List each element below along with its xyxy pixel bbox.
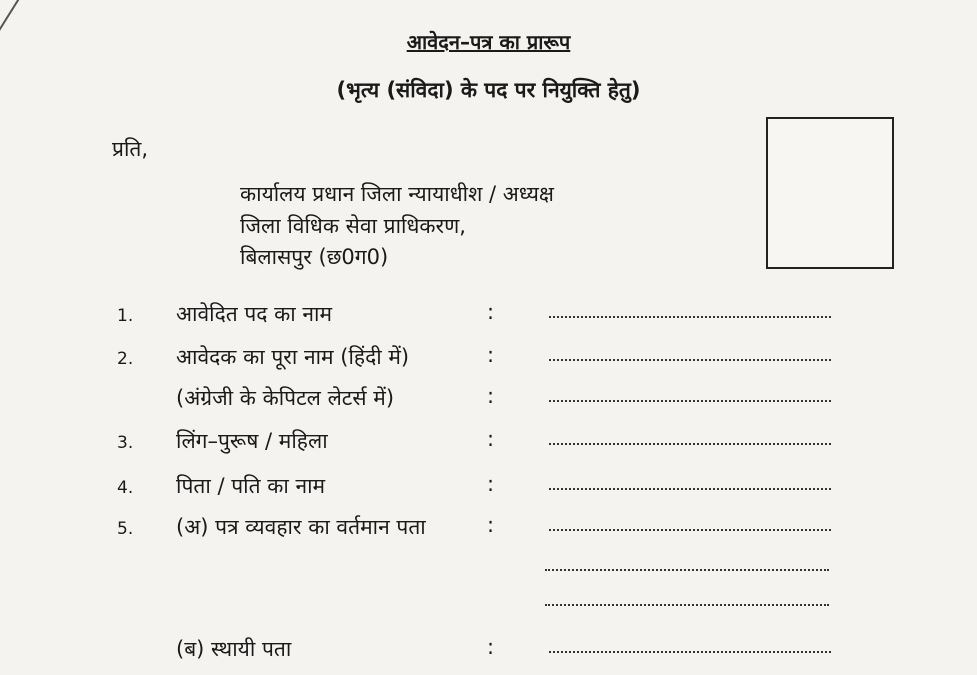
field-colon: : — [487, 384, 495, 408]
field-label: (अंग्रेजी के केपिटल लेटर्स में) — [176, 386, 395, 410]
field-colon: : — [487, 513, 495, 537]
salutation: प्रति, — [112, 137, 149, 161]
field-label: पिता / पति का नाम — [176, 474, 326, 498]
field-row-name-english — [0, 384, 977, 424]
field-number: 4. — [117, 478, 134, 498]
photo-box — [766, 117, 894, 269]
field-label: आवेदित पद का नाम — [176, 302, 333, 326]
fill-line[interactable] — [549, 649, 831, 653]
fill-line-current-address-2[interactable] — [545, 567, 829, 571]
field-label: आवेदक का पूरा नाम (हिंदी में) — [176, 345, 410, 369]
fill-line[interactable] — [549, 314, 831, 318]
field-colon: : — [487, 343, 495, 367]
fill-line[interactable] — [549, 527, 831, 531]
fill-line[interactable] — [549, 357, 831, 361]
field-label: लिंग–पुरूष / महिला — [176, 429, 328, 453]
fill-line[interactable] — [549, 486, 831, 490]
field-colon: : — [487, 635, 495, 659]
fill-line-current-address-3[interactable] — [545, 602, 829, 606]
field-row-post-name — [0, 300, 977, 340]
field-number: 3. — [117, 433, 134, 453]
field-colon: : — [487, 427, 495, 451]
field-row-permanent-address — [0, 635, 977, 675]
field-row-father-husband — [0, 472, 977, 512]
fill-line[interactable] — [549, 398, 831, 402]
form-title: आवेदन–पत्र का प्रारूप — [406, 30, 571, 54]
field-label: (अ) पत्र व्यवहार का वर्तमान पता — [176, 515, 426, 539]
field-row-current-address — [0, 513, 977, 553]
field-number: 2. — [117, 349, 134, 369]
field-number: 1. — [117, 306, 134, 326]
field-row-gender — [0, 427, 977, 467]
field-number: 5. — [117, 519, 134, 539]
fill-line[interactable] — [549, 441, 831, 445]
address-line-2: जिला विधिक सेवा प्राधिकरण, — [240, 214, 466, 238]
field-row-name-hindi — [0, 343, 977, 383]
address-line-1: कार्यालय प्रधान जिला न्यायाधीश / अध्यक्ष — [240, 182, 554, 206]
address-line-3: बिलासपुर (छ0ग0) — [240, 245, 389, 269]
field-colon: : — [487, 300, 495, 324]
field-label: (ब) स्थायी पता — [176, 637, 292, 661]
form-subtitle: (भृत्य (संविदा) के पद पर नियुक्ति हेतु) — [336, 78, 641, 102]
field-colon: : — [487, 472, 495, 496]
